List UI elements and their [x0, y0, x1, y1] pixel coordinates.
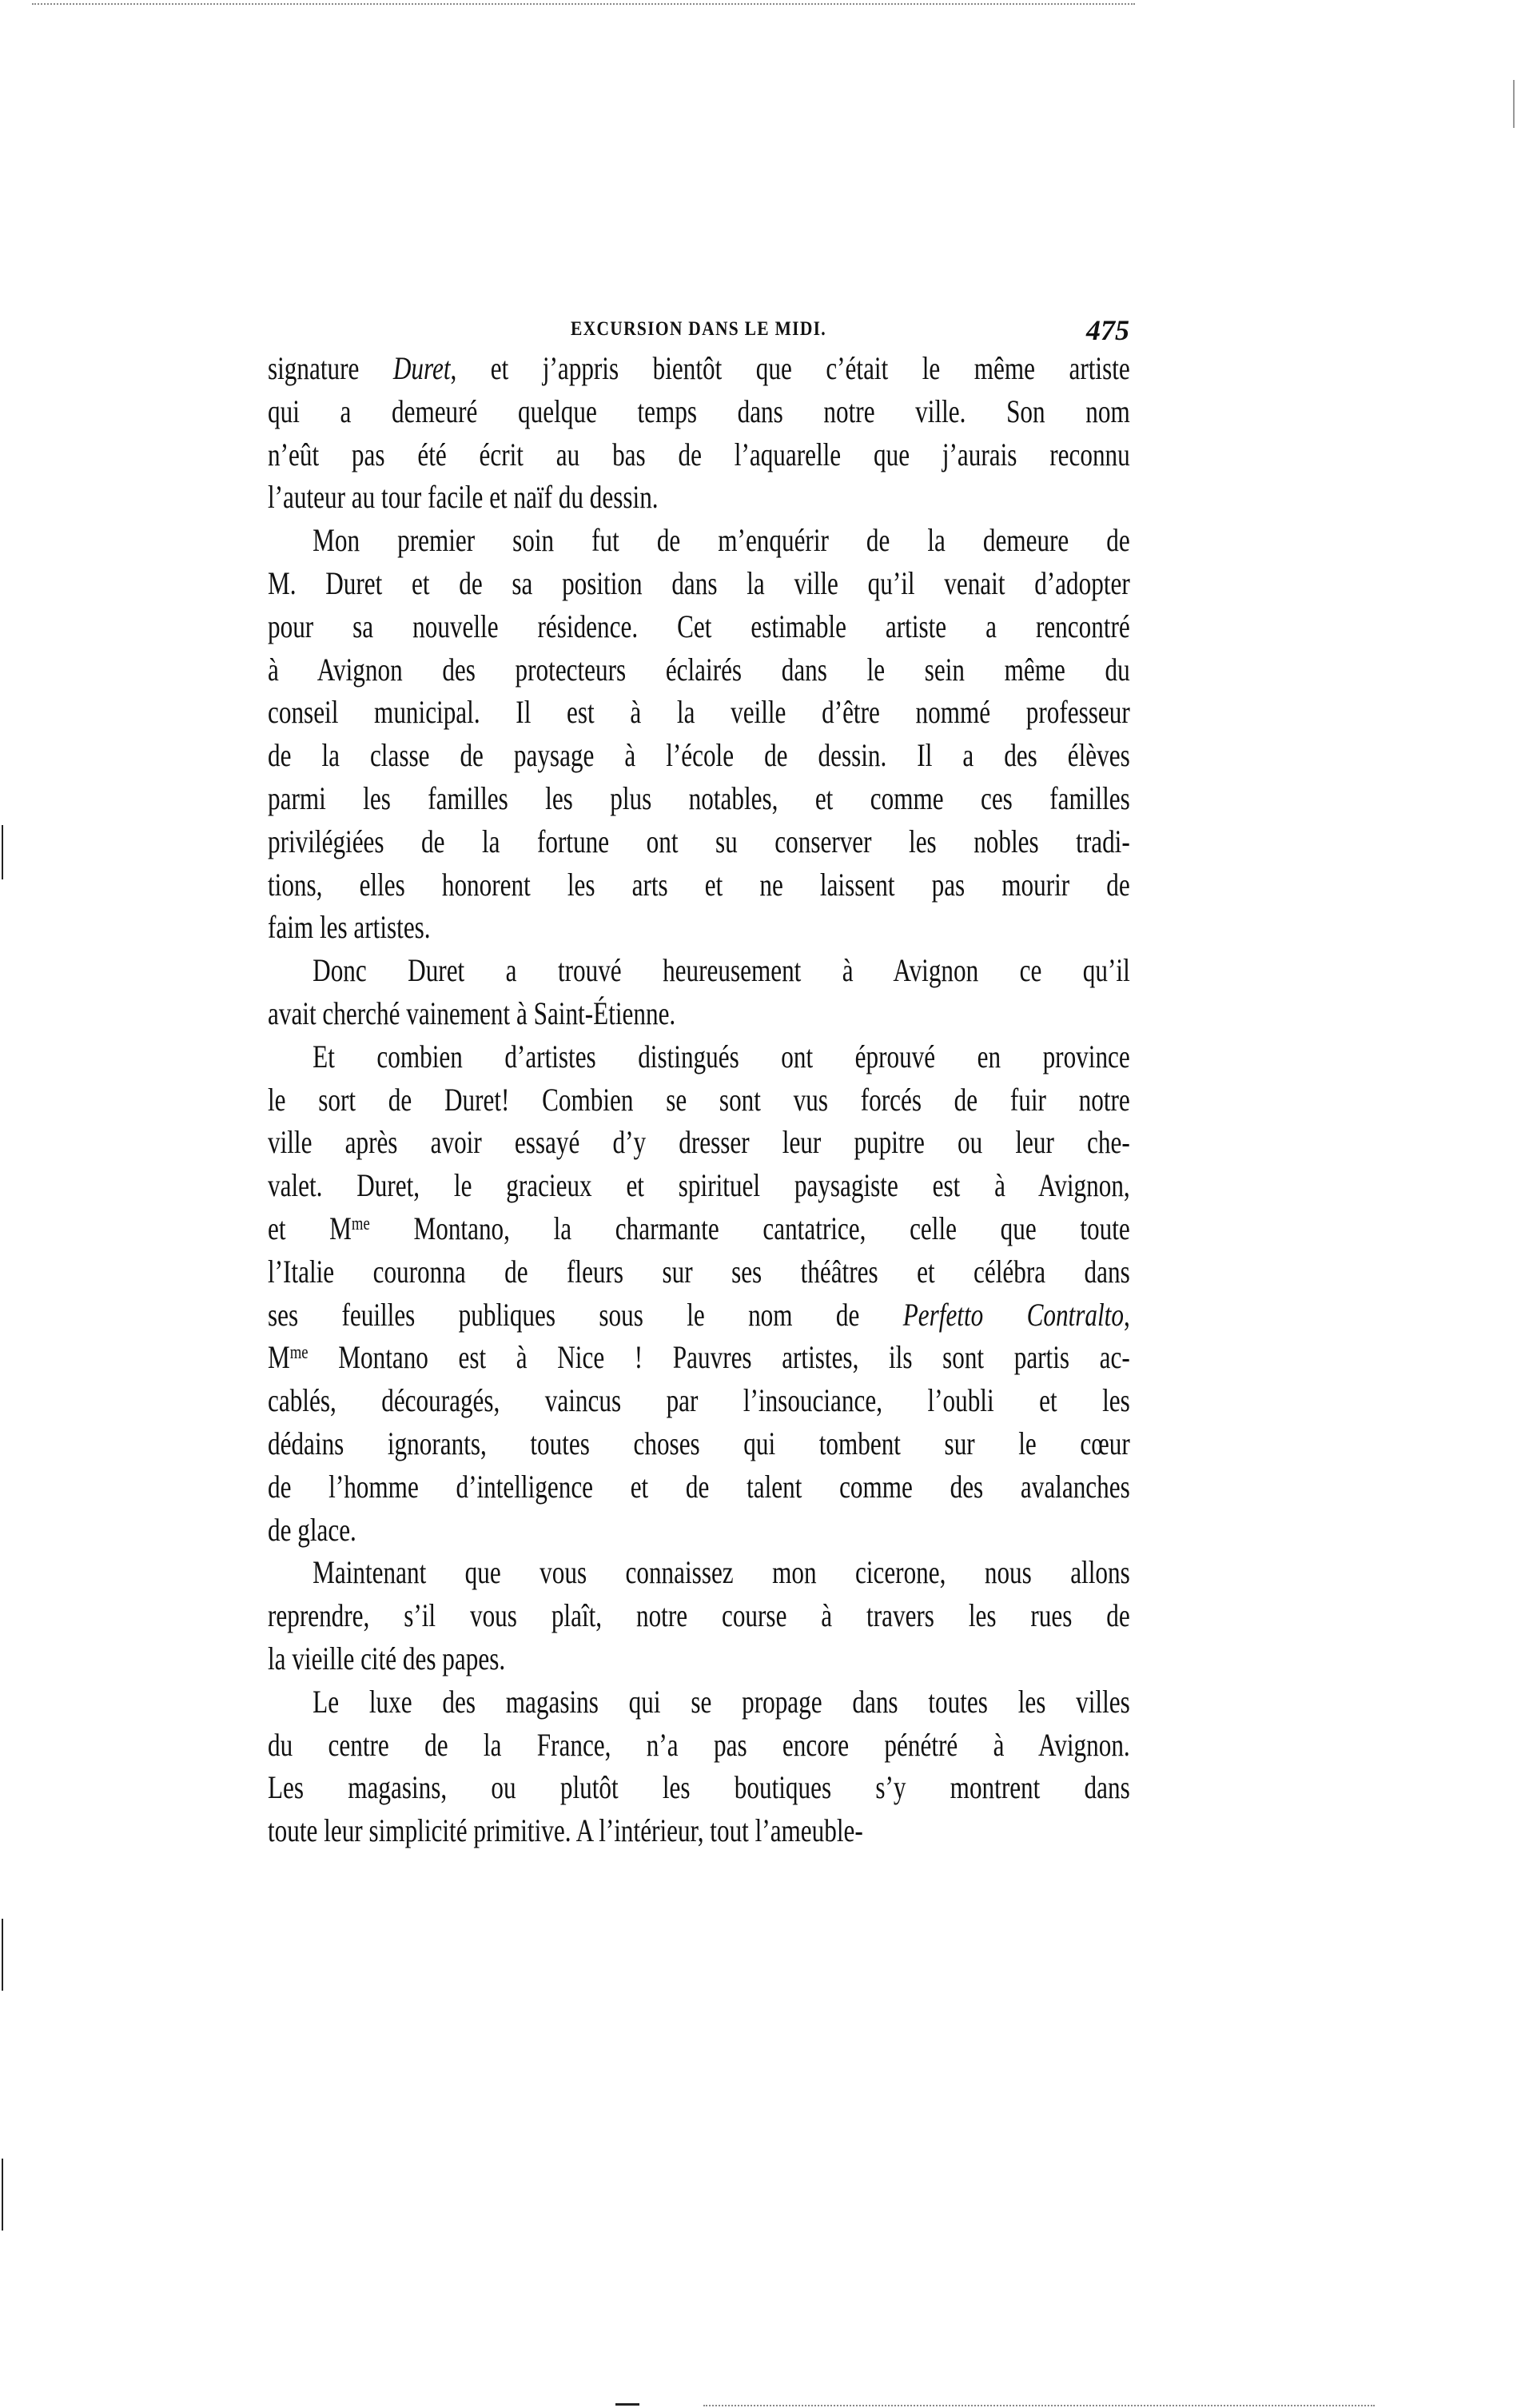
text-line-content: dédains ignorants, toutes choses qui tombent sur le cœur	[268, 1425, 1130, 1461]
text-line-content: du centre de la France, n’a pas encore pénétré à Avignon.	[268, 1726, 1130, 1763]
text-line	[268, 519, 1129, 562]
text-line-content: reprendre, s’il vous plaît, notre course à travers les rues de	[268, 1597, 1130, 1634]
text-line	[268, 777, 1129, 820]
text-line	[268, 863, 1129, 907]
text-line-content: l’Italie couronna de fleurs sur ses théâtres et célébra dans	[268, 1253, 1130, 1290]
text-line-content: avait cherché vainement à Saint-Étienne.	[268, 995, 676, 1031]
text-line	[268, 1379, 1129, 1422]
text-line-content: qui a demeuré quelque temps dans notre ville. Son nom	[268, 393, 1130, 429]
text-line-content: l’auteur au tour facile et naïf du dessin.	[268, 479, 659, 516]
text-line-content: de l’homme d’intelligence et de talent comme des avalanches	[268, 1468, 1130, 1505]
scan-edge-left-mark	[2, 2159, 3, 2231]
text-line	[268, 1336, 1129, 1379]
text-line	[268, 605, 1129, 648]
text-line-content: le sort de Duret! Combien se sont vus forcés de fuir notre	[268, 1081, 1130, 1118]
scan-edge-left-mark	[2, 825, 3, 879]
italic-text: Duret	[392, 350, 451, 386]
text-line-content: M. Duret et de sa position dans la ville qu’il venait d’adopter	[268, 564, 1130, 601]
text-line-content: Le luxe des magasins qui se propage dans toutes les villes	[313, 1683, 1130, 1720]
italic-text: Perfetto Contralto	[902, 1296, 1124, 1333]
text-line	[268, 820, 1129, 863]
text-line	[268, 1637, 1129, 1680]
text-line-content: à Avignon des protecteurs éclairés dans le sein même du	[268, 651, 1130, 688]
text-line-content: pour sa nouvelle résidence. Cet estimable artiste a rencontré	[268, 608, 1130, 644]
text-line-content: Les magasins, ou plutôt les boutiques s’y montrent dans	[268, 1769, 1130, 1806]
running-title: EXCURSION DANS LE MIDI.	[571, 318, 826, 340]
text-line	[268, 1551, 1129, 1594]
text-line-content: Mon premier soin fut de m’enquérir de la demeure de	[313, 522, 1130, 559]
text-line-content: Et combien d’artistes distingués ont éprouvé en province	[313, 1038, 1130, 1074]
text-line	[268, 1164, 1129, 1207]
text-line	[268, 1509, 1129, 1552]
scan-edge-bottom-mark	[615, 2403, 639, 2406]
text-line-content: ses feuilles publiques sous le nom de Perfetto Contralto,	[268, 1296, 1130, 1333]
text-line	[268, 1294, 1129, 1337]
text-line-content: de la classe de paysage à l’école de dessin. Il a des élèves	[268, 737, 1130, 774]
text-line-content: tions, elles honorent les arts et ne laissent pas mourir de	[268, 866, 1130, 903]
text-line	[268, 390, 1129, 433]
scan-edge-right-mark	[1513, 80, 1515, 128]
text-line	[268, 1766, 1129, 1809]
text-line	[268, 347, 1129, 390]
text-line	[268, 1422, 1129, 1465]
text-line-content: n’eût pas été écrit au bas de l’aquarelle que j’aurais reconnu	[268, 436, 1130, 472]
text-line	[268, 992, 1129, 1035]
text-line-content: conseil municipal. Il est à la veille d’être nommé professeur	[268, 694, 1130, 731]
text-line	[268, 433, 1129, 476]
page-number: 475	[1086, 314, 1129, 346]
text-line-content: et $M^{me}$ Montano, la charmante cantatrice, celle que toute	[268, 1210, 1130, 1246]
text-line	[268, 906, 1129, 949]
text-line-content: cablés, découragés, vaincus par l’insouciance, l’oubli et les	[268, 1382, 1130, 1419]
text-line-content: privilégiées de la fortune ont su conserver les nobles tradi-	[268, 823, 1130, 859]
text-line	[268, 1809, 1129, 1852]
text-line	[268, 734, 1129, 777]
text-line	[268, 1465, 1129, 1509]
text-line-content: Donc Duret a trouvé heureusement à Avignon ce qu’il	[313, 952, 1130, 989]
text-line-content: de glace.	[268, 1511, 356, 1548]
body-text	[268, 347, 1129, 1852]
scan-edge-top	[32, 3, 1135, 5]
text-line-content: valet. Duret, le gracieux et spirituel paysagiste est à Avignon,	[268, 1167, 1130, 1204]
text-line	[268, 1207, 1129, 1250]
text-line	[268, 1724, 1129, 1767]
text-line-content: Maintenant que vous connaissez mon cicerone, nous allons	[313, 1554, 1130, 1591]
text-line-content: parmi les familles les plus notables, et comme ces familles	[268, 779, 1130, 816]
superscript: me	[289, 1342, 309, 1364]
text-line	[268, 949, 1129, 992]
text-line-content: faim les artistes.	[268, 909, 431, 946]
running-head	[268, 313, 1129, 346]
text-line-content: toute leur simplicité primitive. A l’intérieur, tout l’ameuble-	[268, 1812, 863, 1849]
text-line	[268, 1035, 1129, 1078]
text-line	[268, 1594, 1129, 1637]
text-line	[268, 1078, 1129, 1122]
text-line-content: $M^{me}$ Montano est à Nice ! Pauvres artistes, ils sont partis ac-	[268, 1339, 1130, 1376]
text-line	[268, 648, 1129, 692]
text-line	[268, 476, 1129, 519]
text-line	[268, 1250, 1129, 1294]
text-line	[268, 691, 1129, 734]
scan-edge-left-mark	[2, 1919, 3, 1991]
text-line-content: signature Duret, et j’appris bientôt que c’était le même artiste	[268, 350, 1130, 386]
text-line	[268, 1680, 1129, 1724]
text-line-content: la vieille cité des papes.	[268, 1640, 506, 1676]
scan-edge-bottom	[703, 2405, 1375, 2406]
text-line	[268, 1121, 1129, 1164]
text-line	[268, 562, 1129, 605]
text-line-content: ville après avoir essayé d’y dresser leur pupitre ou leur che-	[268, 1124, 1130, 1161]
superscript: me	[351, 1213, 370, 1234]
